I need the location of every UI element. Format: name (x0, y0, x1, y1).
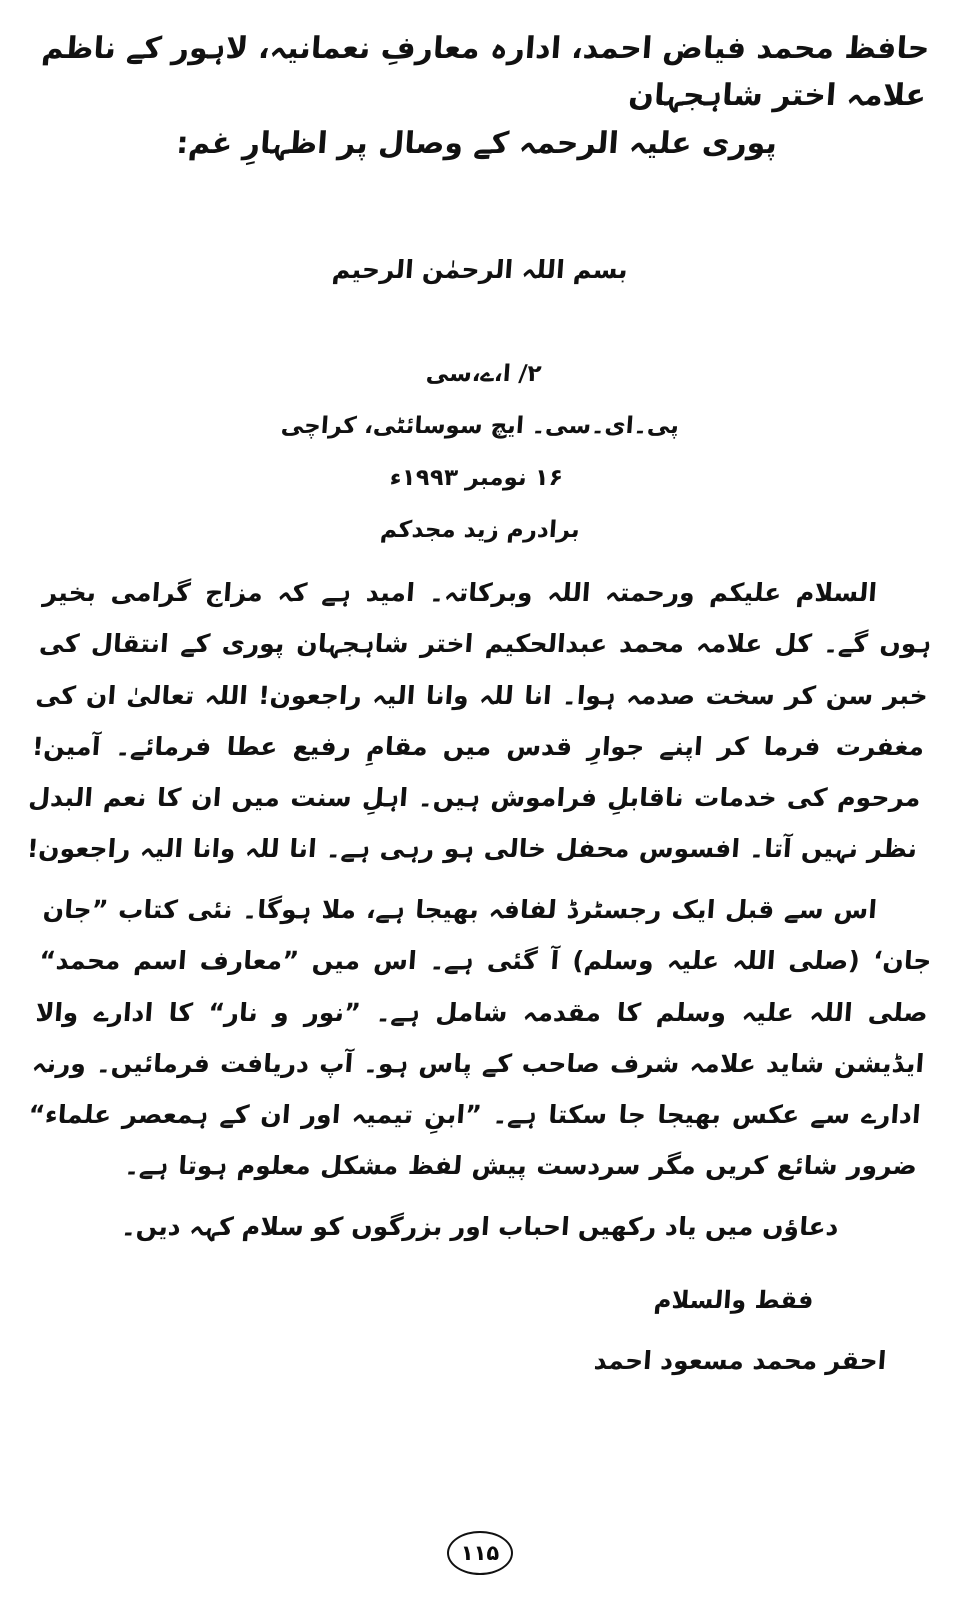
page-number (0, 1531, 960, 1575)
body-paragraph-2: اس سے قبل ایک رجسٹرڈ لفافہ بھیجا ہے، ملا ہوگا۔ نئی کتاب ”جان جان‘ (صلی اللہ علیہ وسلم) آ گئی ہے۔ اس میں ”معارف اسم محمد“ صلی اللہ علیہ وسلم کا مقدمہ شامل ہے۔ ”نور و نار“ کا ادارے والا ایڈیشن شاید علامہ شرف صاحب کے پاس ہو۔ آپ دریافت فرمائیں۔ ورنہ ادارے سے عکس بھیجا جا سکتا ہے۔ ”ابنِ تیمیہ اور ان کے ہمعصر علماء“ ضرور شائع کریں مگر سردست پیش لفظ مشکل معلوم ہوتا ہے۔ (27, 895, 933, 1181)
letter-date: ۱۶ نومبر ۱۹۹۳ء (388, 465, 564, 491)
signoff-block (34, 1278, 926, 1385)
address-line-1: ۲/ ا،ے،سی (425, 361, 543, 387)
body-paragraph-1: السلام علیکم ورحمتہ اللہ وبرکاتہ۔ امید ہے کہ مزاج گرامی بخیر ہوں گے۔ کل علامہ محمد عبدالحکیم اختر شاہجہان پوری کے انتقال کی خبر سن کر سخت صدمہ ہوا۔ انا للہ وانا الیہ راجعون! اللہ تعالیٰ ان کی مغفرت فرما کر اپنے جوارِ قدس میں مقامِ رفیع عطا فرمائے۔ آمین! مرحوم کی خدمات ناقابلِ فراموش ہیں۔ اہلِ سنت میں ان کا نعم البدل نظر نہیں آتا۔ افسوس محفل خالی ہو رہی ہے۔ انا للہ وانا الیہ راجعون! (26, 577, 933, 863)
address-line-2: پی۔ای۔سی۔ ایچ سوسائٹی، کراچی (280, 413, 680, 439)
signoff-faqat: فقط والسلام (653, 1285, 815, 1314)
header-line-1: حافظ محمد فیاض احمد، ادارہ معارفِ نعمانیہ، لاہور کے ناظم علامہ اختر شاہجہان (40, 31, 931, 113)
document-header (29, 26, 931, 168)
bismillah-line: بسم اللہ الرحمٰن الرحیم (331, 254, 629, 284)
header-line-2: پوری علیہ الرحمہ کے وصال پر اظہارِ غم: (175, 126, 779, 161)
page-number-value: ۱۱۵ (447, 1531, 513, 1575)
salutation-line: برادرم زید مجدکم (379, 517, 581, 543)
closing-line: دعاؤں میں یاد رکھیں احباب اور بزرگوں کو سلام کہہ دیں۔ (120, 1211, 840, 1241)
signoff-name: احقر محمد مسعود احمد (593, 1346, 888, 1376)
sender-address-block (29, 351, 931, 501)
